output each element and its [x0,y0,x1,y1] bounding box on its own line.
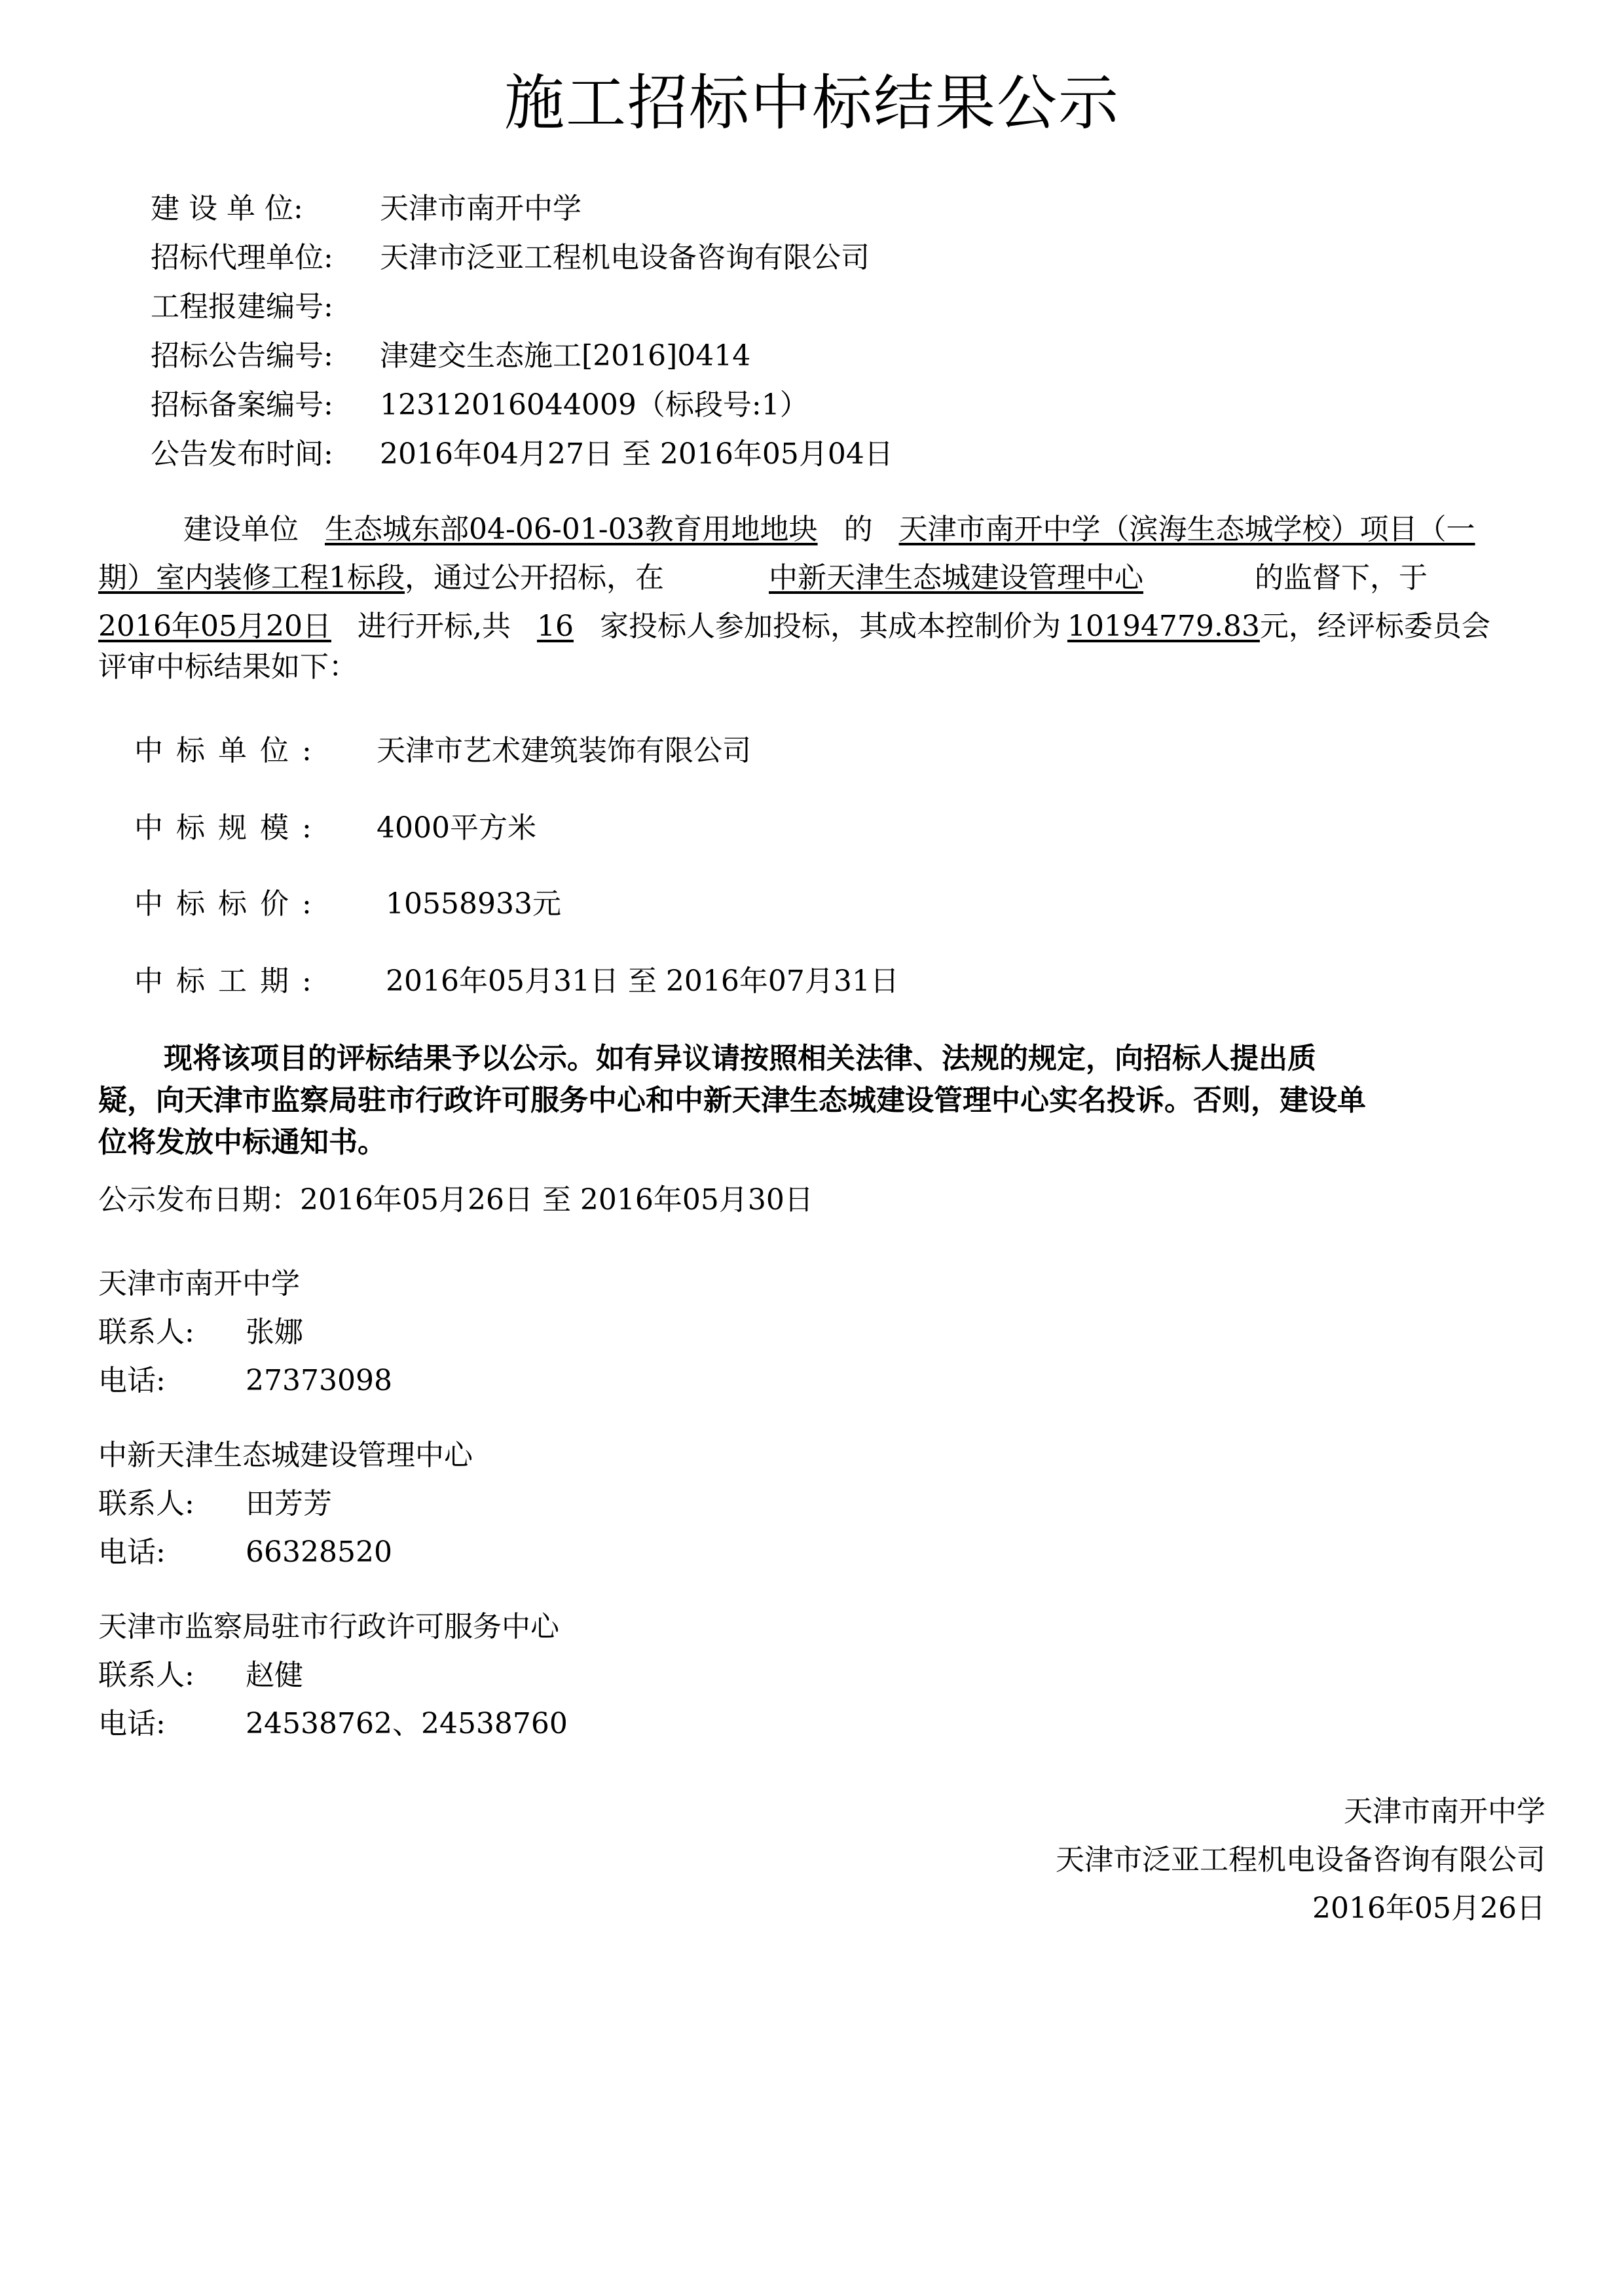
intro-line-3 [98,610,1490,643]
contact-person: 赵健 [246,1659,303,1692]
contact-person: 田芳芳 [246,1487,332,1520]
contact-person-label: 联系人: [98,1487,194,1520]
award-row-duration [134,957,899,999]
intro-text: 建设单位 [183,513,299,546]
award-label: 中标规模: [134,811,325,845]
intro-text: 家投标人参加投标，其成本控制价为 [599,610,1061,643]
header-label: 工程报建编号: [151,290,333,323]
award-value: 4000平方米 [377,811,536,845]
contact-org: 天津市监察局驻市行政许可服务中心 [98,1610,559,1643]
contact-phone-row [98,1536,392,1569]
award-label: 中标标价: [134,887,325,921]
contact-phone: 24538762、24538760 [246,1707,568,1740]
signature-org-2: 天津市泛亚工程机电设备咨询有限公司 [1056,1843,1545,1877]
header-label: 公告发布时间: [151,437,333,471]
intro-text: 的 [843,513,873,546]
award-row-price [134,880,561,922]
project-name: 天津市南开中学（滨海生态城学校）项目（一 [898,513,1475,546]
award-label: 中标工期: [134,964,325,998]
header-label: 招标备案编号: [151,388,333,422]
project-name-cont: 期）室内装修工程1标段 [98,561,405,595]
header-label: 招标代理单位: [151,241,333,274]
award-value: 天津市艺术建筑装饰有限公司 [377,734,751,767]
notice-line-3: 位将发放中标通知书。 [98,1126,386,1159]
page-title: 施工招标中标结果公示 [504,68,1120,138]
intro-line-2 [98,562,1428,595]
header-value: 津建交生态施工[2016]0414 [380,339,751,373]
signature-date: 2016年05月26日 [1312,1892,1545,1925]
contact-person-label: 联系人: [98,1659,194,1692]
contact-person-row [98,1659,303,1692]
header-value: 12312016044009（标段号:1） [380,388,809,422]
contact-phone: 66328520 [246,1535,392,1569]
signature-org-1: 天津市南开中学 [1344,1795,1545,1828]
award-value: 2016年05月31日 至 2016年07月31日 [377,964,899,998]
award-row-winner [134,727,751,769]
intro-line-1 [183,513,1475,546]
bidder-count: 16 [536,610,574,643]
header-row-publish-time [151,438,893,471]
contact-org: 中新天津生态城建设管理中心 [98,1439,473,1472]
header-row-registration-no [151,291,380,323]
publish-period: 公示发布日期：2016年05月26日 至 2016年05月30日 [98,1183,813,1217]
header-row-construction-unit [151,193,581,225]
award-row-scale [134,804,536,846]
contact-person-label: 联系人: [98,1315,194,1349]
cost-control-price: 10194779.83 [1067,610,1260,643]
intro-text: ，通过公开招标，在 [405,561,664,595]
header-row-filing-no [151,389,809,422]
award-value: 10558933元 [377,887,561,921]
header-label: 招标公告编号: [151,339,333,373]
contact-phone: 27373098 [246,1364,392,1397]
contact-org: 天津市南开中学 [98,1267,300,1300]
supervisor-name: 中新天津生态城建设管理中心 [769,561,1143,595]
contact-person: 张娜 [246,1315,303,1349]
intro-text: 元，经评标委员会 [1259,610,1490,643]
contact-person-row [98,1316,303,1349]
contact-phone-label: 电话: [98,1364,166,1397]
header-row-announcement-no [151,340,750,373]
contact-phone-row [98,1365,392,1397]
contact-person-row [98,1488,332,1520]
header-label: 建 设 单 位: [151,192,303,225]
notice-line-1: 现将该项目的评标结果予以公示。如有异议请按照相关法律、法规的规定，向招标人提出质 [164,1042,1316,1075]
intro-text: 进行开标,共 [357,610,511,643]
header-value: 天津市泛亚工程机电设备咨询有限公司 [380,241,870,274]
intro-line-4: 评审中标结果如下： [98,650,358,684]
project-location: 生态城东部04-06-01-03教育用地地块 [325,513,818,546]
header-value: 天津市南开中学 [380,192,581,225]
opening-date: 2016年05月20日 [98,610,331,643]
notice-line-2: 疑，向天津市监察局驻市行政许可服务中心和中新天津生态城建设管理中心实名投诉。否则，建设单 [98,1084,1366,1117]
header-value: 2016年04月27日 至 2016年05月04日 [380,437,893,471]
contact-phone-row [98,1708,568,1740]
contact-phone-label: 电话: [98,1707,166,1740]
header-row-agency [151,242,870,274]
intro-text: 的监督下，于 [1255,561,1428,595]
award-label: 中标单位: [134,734,325,767]
contact-phone-label: 电话: [98,1535,166,1569]
